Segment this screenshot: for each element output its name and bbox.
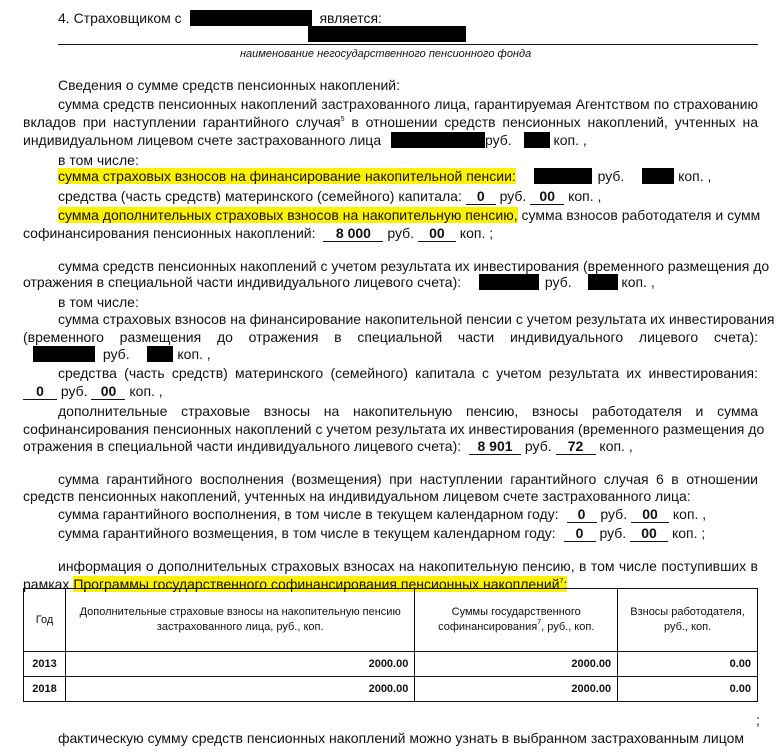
invest-line2-text: отражения в специальной части индивидуального лицевого счета): — [23, 274, 462, 290]
kop-label: коп. , — [599, 438, 633, 454]
ins-invest-line1: сумма страховых взносов на финансирование накопительной пенсии с учетом результата их инвестирования — [58, 311, 775, 327]
restore-rub: 0 — [567, 507, 597, 523]
redacted-ins-rub — [534, 168, 592, 184]
cofin-kop: 00 — [418, 226, 456, 242]
ins-contrib-label: сумма страховых взносов на финансирование накопительной пенсии: — [58, 168, 516, 184]
rub-label: руб. — [387, 225, 415, 241]
kop-label: коп. ; — [671, 525, 706, 541]
refund-kop: 00 — [630, 526, 668, 542]
kop-label: коп. , — [129, 383, 163, 399]
rub-label: руб. — [60, 383, 88, 399]
guarantee-line2: средств пенсионных накоплений, учтенных на индивидуальном лицевом счете застрахованного лица: — [23, 488, 691, 504]
header-state — [415, 589, 618, 652]
kop-label: коп. , — [568, 188, 602, 204]
header-state-sup: 7 — [537, 619, 542, 626]
header-additional: Дополнительные страховые взносы на накопительную пенсию застрахованного лица, руб., коп. — [65, 589, 414, 652]
header-state-a: Суммы государственного — [451, 606, 581, 618]
invest-line2 — [23, 273, 655, 291]
item-4-line — [58, 9, 382, 27]
including-2: в том числе: — [58, 294, 139, 310]
program-colon: : — [563, 576, 568, 592]
ins-invest-values — [23, 345, 211, 363]
header-employer: Взносы работодателя, руб., коп. — [618, 589, 758, 652]
rub-label: руб. — [597, 168, 625, 184]
redacted-guaranteed-kop — [524, 132, 550, 148]
rub-label: руб. — [599, 525, 627, 541]
cell-year: 2018 — [24, 677, 66, 702]
header-state-c: , руб., коп. — [541, 621, 595, 633]
add-invest-line3 — [23, 437, 633, 455]
matcap-label: средства (часть средств) материнского (семейного) капитала: — [58, 188, 462, 204]
rub-label: руб. — [102, 346, 130, 362]
fund-name-underline — [58, 44, 758, 45]
redacted-ins-invest-kop — [147, 346, 173, 362]
table-row — [24, 677, 758, 702]
cell-additional: 2000.00 — [65, 677, 414, 702]
kop-label: коп. , — [177, 346, 211, 362]
ins-invest-line2: (временного размещения до отражения в специальной части индивидуального лицевого счета): — [23, 329, 758, 345]
redacted-invest-rub — [479, 274, 539, 290]
table-row — [24, 652, 758, 677]
mat-invest-kop: 00 — [91, 384, 125, 400]
cofin-line — [23, 224, 493, 242]
guaranteed-line2 — [23, 113, 758, 131]
invest-line1: сумма средств пенсионных накоплений с учетом результата их инвестирования (временного размещения до — [58, 258, 770, 274]
rub-label: руб. — [600, 506, 628, 522]
cofin-label: софинансирования пенсионных накоплений: — [23, 225, 316, 241]
footnote-7: 7 — [559, 578, 564, 585]
section1-title: Сведения о сумме средств пенсионных накоплений: — [58, 77, 400, 93]
redacted-ins-invest-rub — [33, 346, 95, 362]
kop-label: коп. , — [553, 132, 587, 148]
is-label: является: — [319, 10, 382, 26]
header-state-b: софинансирования — [438, 621, 538, 633]
program-line1: информация о дополнительных страховых взносах на накопительную пенсию, в том числе поступивших в — [58, 558, 758, 574]
redacted-invest-kop — [588, 274, 618, 290]
add-contrib-label: сумма дополнительных страховых взносов на накопительную пенсию, — [58, 207, 518, 223]
redacted-fund-name — [308, 26, 466, 42]
contributions-table — [23, 588, 758, 702]
mat-invest-rub: 0 — [23, 384, 57, 400]
cell-state: 2000.00 — [415, 652, 618, 677]
guaranteed-line3 — [23, 131, 587, 149]
rub-label: руб. — [524, 438, 552, 454]
kop-label: коп. ; — [459, 225, 494, 241]
matcap-kop: 00 — [530, 189, 564, 205]
add-invest-line2: софинансирования пенсионных накоплений с учетом результата их инвестирования (временного размещения до — [23, 421, 765, 437]
kop-label: коп. , — [672, 506, 707, 522]
refund-rub: 0 — [564, 526, 596, 542]
matcap-rub: 0 — [466, 189, 496, 205]
matcap-line — [58, 187, 601, 205]
including-1: в том числе: — [58, 152, 139, 168]
redacted-guaranteed-rub — [391, 132, 485, 148]
refund-line — [58, 524, 705, 542]
program-name-text: Программы государственного софинансирования пенсионных накоплений — [73, 576, 560, 592]
cofin-rub: 8 000 — [323, 226, 383, 242]
add-contrib-rest: сумма взносов работодателя и сумм — [517, 207, 761, 223]
rub-label: руб. — [544, 274, 572, 290]
table-header-row — [24, 589, 758, 652]
add-contrib-line — [58, 206, 760, 224]
footer-actual: фактическую сумму средств пенсионных накоплений можно узнать в выбранном застрахованным лицом — [58, 730, 745, 746]
redacted-date — [190, 10, 312, 26]
guaranteed-line2a: вкладов при наступлении гарантийного случая — [23, 114, 341, 130]
cell-employer: 0.00 — [618, 677, 758, 702]
guarantee-line1: сумма гарантийного восполнения (возмещения) при наступлении гарантийного случая 6 в отношении — [58, 471, 758, 487]
rub-label: руб. — [499, 188, 527, 204]
header-year: Год — [24, 589, 66, 652]
cell-additional: 2000.00 — [65, 652, 414, 677]
ins-contrib-line — [58, 167, 711, 185]
guaranteed-line2b: в отношении средств пенсионных накоплений, учтенных на — [344, 114, 758, 130]
fund-caption: наименование негосударственного пенсионного фонда — [240, 48, 532, 60]
mat-invest-line1: средства (часть средств) материнского (семейного) капитала с учетом результата их инвестирования: — [58, 365, 758, 381]
item-label: 4. Страховщиком с — [58, 10, 182, 26]
guaranteed-line1: сумма средств пенсионных накоплений застрахованного лица, гарантируемая Агентством по страхованию — [58, 96, 758, 112]
restore-line — [58, 505, 706, 523]
cell-state: 2000.00 — [415, 677, 618, 702]
footer-semicolon: ; — [756, 712, 760, 728]
redacted-ins-kop — [642, 168, 674, 184]
cell-year: 2013 — [24, 652, 66, 677]
guaranteed-line3-text: индивидуальном лицевом счете застрахованного лица — [23, 132, 382, 148]
add-invest-line1: дополнительные страховые взносы на накопительную пенсию, взносы работодателя и сумма — [58, 403, 758, 419]
kop-label: коп. , — [621, 274, 655, 290]
footnote-5: 5 — [340, 116, 345, 123]
restore-label: сумма гарантийного восполнения, в том числе в текущем календарном году: — [58, 506, 559, 522]
mat-invest-values — [23, 382, 163, 400]
refund-label: сумма гарантийного возмещения, в том числе в текущем календарном году: — [58, 525, 556, 541]
rub-label: руб. — [485, 132, 512, 148]
kop-label: коп. , — [678, 168, 712, 184]
cell-employer: 0.00 — [618, 652, 758, 677]
add-invest-line3-text: отражения в специальной части индивидуального лицевого счета): — [23, 438, 462, 454]
program-line2a: рамках — [23, 576, 74, 592]
add-invest-rub: 8 901 — [469, 439, 521, 455]
add-invest-kop: 72 — [556, 439, 596, 455]
restore-kop: 00 — [631, 507, 669, 523]
